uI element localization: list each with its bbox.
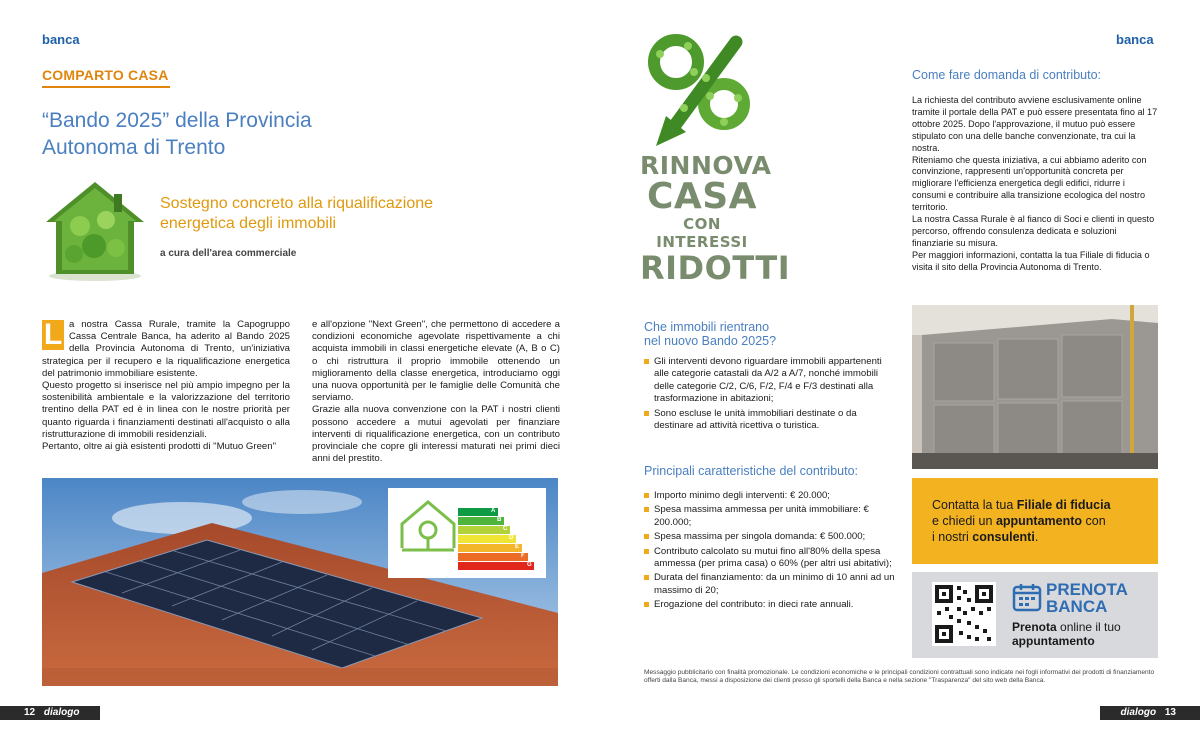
list-item: Contributo calcolato su mutui fino all'80% della spesa ammessa (per prima casa) o 60% (per altri usi abitativi); (644, 546, 896, 571)
energy-letter: G (527, 562, 532, 568)
immobili-title-line: Che immobili rientrano (644, 320, 770, 334)
domanda-paragraph: La nostra Cassa Rurale è al fianco di Soci e clienti in questo percorso, offrendo consulenza dedicata e soluzioni finanziarie su misura. (912, 214, 1155, 248)
list-item: Gli interventi devono riguardare immobili appartenenti alle categorie catastali da A/2 a A/7, nonché immobili delle categorie C/2, C/6, F/2, F/4 e F/3 destinati alla trasformazione in abitazioni; (644, 356, 896, 406)
brand-logo-left: banca (42, 32, 80, 47)
green-house-image (40, 176, 150, 282)
immobili-title-line: nel nuovo Bando 2025? (644, 334, 777, 348)
immobili-list (644, 356, 896, 434)
energy-letters (388, 488, 546, 578)
bullet-square-icon (644, 507, 649, 512)
bullet-square-icon (644, 493, 649, 498)
domanda-paragraph: La richiesta del contributo avviene esclusivamente online tramite il portale della PAT e può essere presentata fino al 17 ottobre 2025. Dopo l'approvazione, il mutuo può essere stipulato con una delle banche convenzionate, tra cui la nostra. (912, 95, 1158, 153)
insulation-wall-photo (912, 305, 1158, 469)
page-title: “Bando 2025” della Provincia Autonoma di Trento (42, 109, 312, 159)
domanda-paragraph: Riteniamo che questa iniziativa, a cui abbiamo aderito con convinzione, rappresenti un'opportunità concreta per migliorare l'efficienza energetica degli edifici, ridurre i consumi e contribuire alla transizione ecologica del nostro territorio. (912, 154, 1147, 213)
contact-box (912, 478, 1158, 564)
energy-letter: D (509, 535, 514, 541)
domanda-paragraph: Per maggiori informazioni, contatta la tua Filiale di fiducia o visita il sito della Provincia Autonoma di Trento. (912, 249, 1150, 272)
domanda-title: Come fare domanda di contributo: (912, 68, 1101, 82)
article-paragraph: a nostra Cassa Rurale, tramite la Capogruppo Cassa Centrale Banca, ha aderito al Bando 2025 della Provincia Autonoma di Trento, un'iniziativa strategica per il recupero e la riqualificazione energetica del patrimonio immobiliare esistente. (42, 319, 290, 379)
article-paragraph: Questo progetto si inserisce nel più ampio impegno per la sostenibilità ambientale e la valorizzazione del territorio trentino della PAT ed è in linea con le nostre priorità per quanto riguarda i finanziamenti destinati all'acquisto o alla ristrutturazione di immobili residenziali. (42, 380, 290, 440)
list-item: Sono escluse le unità immobiliari destinate o da destinare ad attività ricettiva o turistica. (644, 408, 896, 433)
list-item: Erogazione del contributo: in dieci rate annuali. (644, 599, 896, 611)
rinnova-line: CASA (646, 176, 758, 217)
bullet-square-icon (644, 359, 649, 364)
magazine-name: dialogo (43, 707, 80, 718)
page-number: 13 (1164, 707, 1176, 718)
bullet-square-icon (644, 602, 649, 607)
footer-left (0, 706, 100, 720)
footer-right (1100, 706, 1200, 720)
contact-text: Contatta la tua Filiale di fiducia e chiedi un appuntamento con i nostri consulenti. (932, 498, 1111, 544)
rinnova-casa-headline (640, 151, 791, 287)
immobili-title (644, 320, 776, 348)
caratteristiche-title: Principali caratteristiche del contributo: (644, 464, 858, 478)
energy-letter: A (491, 508, 496, 514)
list-item: Importo minimo degli interventi: € 20.000; (644, 490, 896, 502)
bullet-square-icon (644, 534, 649, 539)
byline: a cura dell'area commerciale (160, 248, 297, 259)
rinnova-line: CON INTERESSI (656, 215, 748, 251)
prenota-box (912, 572, 1158, 658)
article-paragraph: Grazie alla nuova convenzione con la PAT i nostri clienti possono accedere a mutui agevolati per finanziare interventi di riqualificazione energetica, con un contributo provinciale che copre gli interessi maturati nei primi dieci anni del prestito. (312, 404, 560, 465)
qr-code-icon[interactable] (932, 582, 996, 646)
energy-letter: F (521, 553, 525, 559)
drop-cap: L (43, 318, 63, 351)
energy-letter: E (515, 544, 520, 550)
caratteristiche-list (644, 490, 896, 614)
percent-leaf-graphic (640, 28, 760, 152)
energy-letter: B (497, 517, 502, 523)
bullet-square-icon (644, 411, 649, 416)
magazine-name: dialogo (1120, 707, 1157, 718)
bullet-square-icon (644, 575, 649, 580)
page-subtitle: Sostegno concreto alla riqualificazione energetica degli immobili (160, 195, 434, 232)
list-item: Spesa massima ammessa per unità immobiliare: € 200.000; (644, 504, 896, 529)
list-item: Durata del finanziamento: da un minimo di 10 anni ad un massimo di 20; (644, 572, 896, 597)
page-number: 12 (24, 707, 36, 718)
rinnova-line: RIDOTTI (640, 249, 791, 287)
energy-class-graphic (388, 488, 546, 578)
article-column-1 (42, 319, 290, 453)
disclaimer: Messaggio pubblicitario con finalità promozionale. Le condizioni economiche e le principali condizioni contrattuali sono indicate nei fogli informativi dei prodotti di finanziamento offerti dalla Banca, messi a disposizione dei clienti presso gli sportelli della Banca e nella sezione "Trasparenza" del sito web della Banca. (644, 669, 1155, 685)
brand-logo-right: banca (1116, 32, 1154, 47)
domanda-body (912, 95, 1159, 274)
bullet-square-icon (644, 549, 649, 554)
article-paragraph: e all'opzione "Next Green", che permettono di accedere a condizioni economiche agevolate rispettivamente a chi acquista immobili in classi energetiche elevate (A, B o C) o chi ristruttura il proprio immobile ottenendo un miglioramento della classe energetica, introduciamo oggi una nuova opportunità per le famiglie delle Comunità che serviamo. (312, 319, 560, 404)
article-column-2 (312, 319, 560, 465)
list-item: Spesa massima per singola domanda: € 500.000; (644, 531, 896, 543)
energy-letter: C (503, 526, 508, 532)
calendar-icon (1012, 582, 1042, 612)
prenota-text: Prenota online il tuo appuntamento (1012, 620, 1121, 648)
rinnova-line: RINNOVA (640, 151, 772, 180)
article-paragraph: Pertanto, oltre ai già esistenti prodotti di "Mutuo Green" (42, 441, 276, 453)
prenota-banca-title: PRENOTA BANCA (1046, 580, 1128, 616)
section-tag: COMPARTO CASA (42, 67, 170, 88)
